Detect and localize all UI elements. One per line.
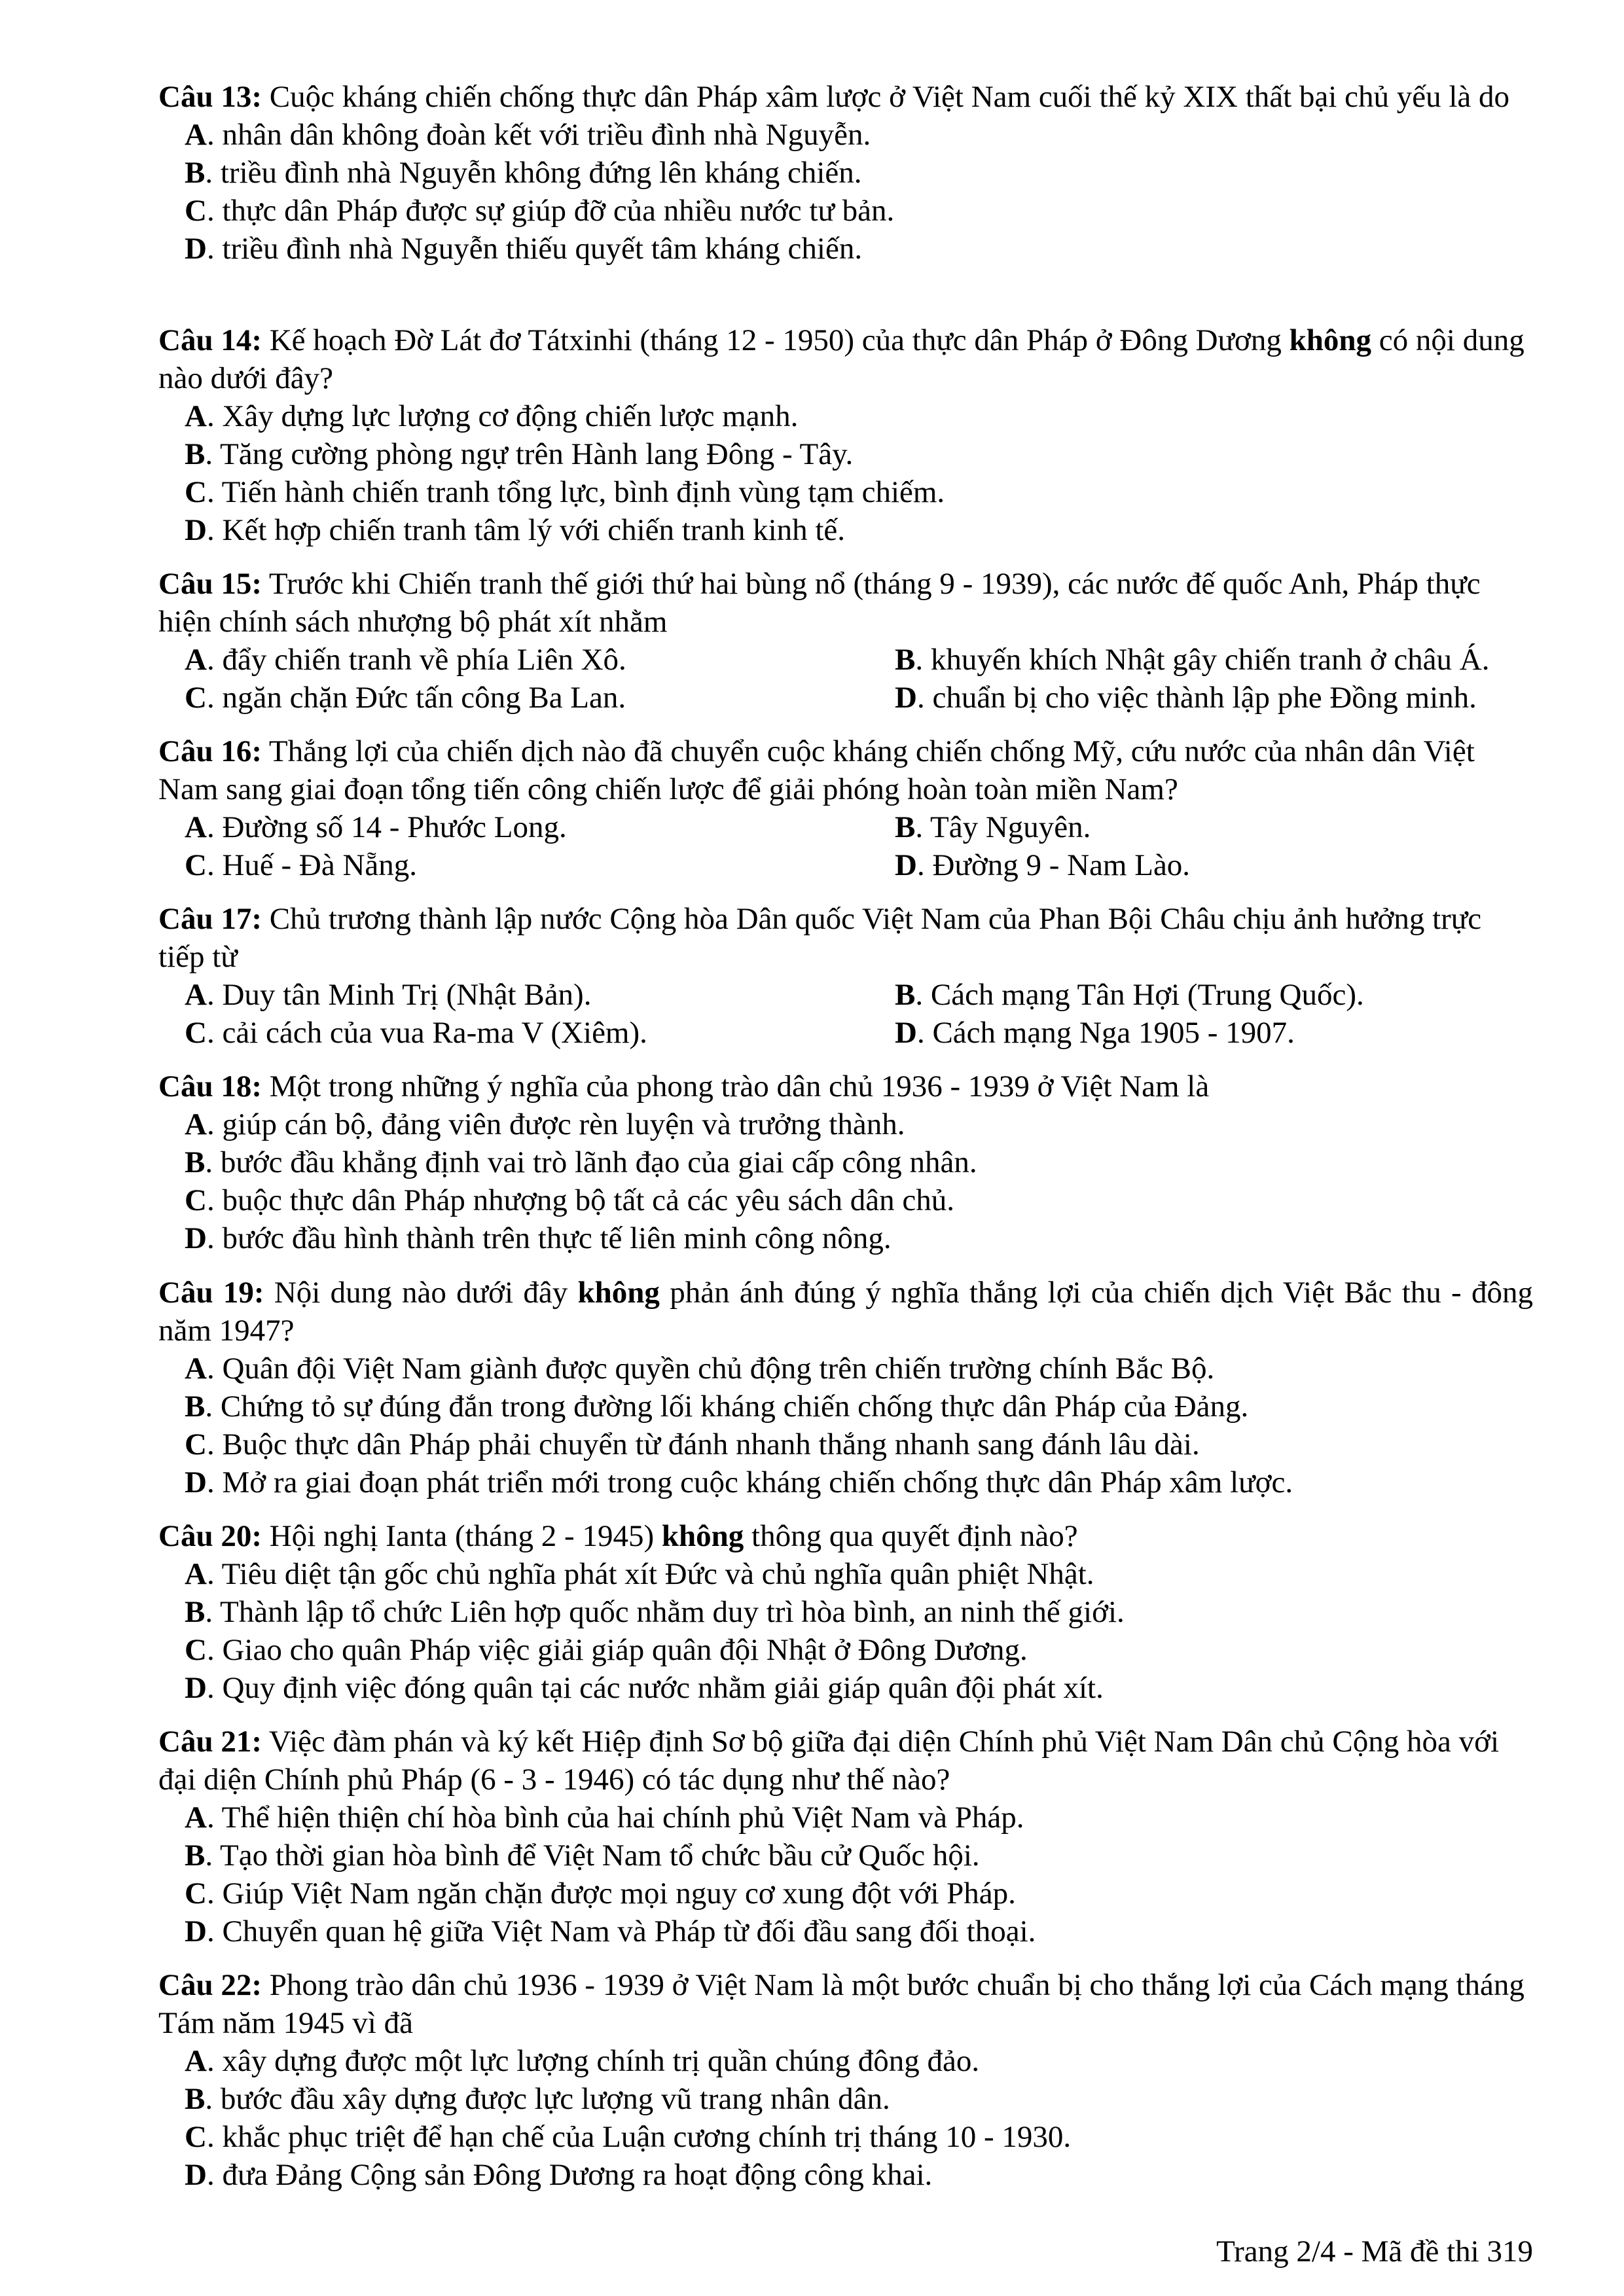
option-b: B. triều đình nhà Nguyễn không đứng lên kháng chiến. — [185, 156, 862, 190]
option-a: A. Duy tân Minh Trị (Nhật Bản). — [185, 978, 592, 1012]
option-d: D. Quy định việc đóng quân tại các nước nhằm giải giáp quân đội phát xít. — [185, 1671, 1104, 1705]
answer-options — [158, 2042, 1533, 2194]
question-stem: Câu 21: Việc đàm phán và ký kết Hiệp định Sơ bộ giữa đại diện Chính phủ Việt Nam Dân chủ Cộng hòa với đại diện Chính phủ Pháp (6 - 3 - 1946) có tác dụng như thế nào? — [158, 1725, 1500, 1797]
option-d: D. chuẩn bị cho việc thành lập phe Đồng minh. — [895, 681, 1477, 715]
option-b: B. bước đầu khẳng định vai trò lãnh đạo của giai cấp công nhân. — [185, 1145, 977, 1179]
option-c: C. thực dân Pháp được sự giúp đỡ của nhiều nước tư bản. — [185, 194, 895, 228]
question-number: Câu 16: — [158, 734, 262, 768]
emphasis-text: không — [661, 1519, 744, 1553]
option-c: C. Buộc thực dân Pháp phải chuyển từ đánh nhanh thắng nhanh sang đánh lâu dài. — [185, 1427, 1200, 1462]
answer-options — [158, 397, 1533, 549]
question-15 — [158, 565, 1533, 717]
option-b: B. Tăng cường phòng ngự trên Hành lang Đông - Tây. — [185, 437, 854, 471]
question-stem: Câu 22: Phong trào dân chủ 1936 - 1939 ở Việt Nam là một bước chuẩn bị cho thắng lợi của Cách mạng tháng Tám năm 1945 vì đã — [158, 1968, 1525, 2040]
option-a: A. Xây dựng lực lượng cơ động chiến lược mạnh. — [185, 399, 799, 433]
option-a: A. giúp cán bộ, đảng viên được rèn luyện và trưởng thành. — [185, 1107, 905, 1141]
question-number: Câu 13: — [158, 80, 262, 114]
option-d: D. bước đầu hình thành trên thực tế liên minh công nông. — [185, 1221, 892, 1255]
answer-options — [158, 1350, 1533, 1501]
answer-options — [158, 976, 1533, 1052]
emphasis-text: không — [1289, 323, 1372, 357]
question-number: Câu 20: — [158, 1519, 262, 1553]
question-14 — [158, 321, 1533, 549]
question-number: Câu 18: — [158, 1069, 262, 1103]
option-c: C. buộc thực dân Pháp nhượng bộ tất cả các yêu sách dân chủ. — [185, 1183, 955, 1217]
option-b: B. Tạo thời gian hòa bình để Việt Nam tổ chức bầu cử Quốc hội. — [185, 1839, 980, 1873]
option-a: A. Quân đội Việt Nam giành được quyền chủ động trên chiến trường chính Bắc Bộ. — [185, 1352, 1215, 1386]
question-stem: Câu 18: Một trong những ý nghĩa của phong trào dân chủ 1936 - 1939 ở Việt Nam là — [158, 1069, 1210, 1103]
question-stem: Câu 14: Kế hoạch Đờ Lát đơ Tátxinhi (tháng 12 - 1950) của thực dân Pháp ở Đông Dương không có nội dung nào dưới đây? — [158, 323, 1525, 395]
option-c: C. ngăn chặn Đức tấn công Ba Lan. — [185, 681, 626, 715]
option-c: C. khắc phục triệt để hạn chế của Luận cương chính trị tháng 10 - 1930. — [185, 2120, 1072, 2154]
question-21 — [158, 1723, 1533, 1950]
question-19 — [158, 1274, 1533, 1501]
question-16 — [158, 732, 1533, 884]
option-a: A. Thể hiện thiện chí hòa bình của hai chính phủ Việt Nam và Pháp. — [185, 1801, 1024, 1835]
option-a: A. Tiêu diệt tận gốc chủ nghĩa phát xít Đức và chủ nghĩa quân phiệt Nhật. — [185, 1557, 1094, 1591]
option-d: D. Mở ra giai đoạn phát triển mới trong cuộc kháng chiến chống thực dân Pháp xâm lược. — [185, 1465, 1293, 1499]
option-b: B. bước đầu xây dựng được lực lượng vũ trang nhân dân. — [185, 2082, 890, 2116]
answer-options — [158, 116, 1533, 268]
option-d: D. Cách mạng Nga 1905 - 1907. — [895, 1016, 1295, 1050]
question-13 — [158, 78, 1533, 268]
option-b: B. khuyến khích Nhật gây chiến tranh ở châu Á. — [895, 643, 1490, 677]
answer-options — [158, 1799, 1533, 1950]
option-c: C. Huế - Đà Nẵng. — [185, 848, 418, 882]
answer-options — [158, 808, 1533, 884]
question-number: Câu 21: — [158, 1725, 262, 1759]
answer-options — [158, 1555, 1533, 1707]
question-number: Câu 17: — [158, 902, 262, 936]
option-c: C. cải cách của vua Ra-ma V (Xiêm). — [185, 1016, 647, 1050]
option-c: C. Giao cho quân Pháp việc giải giáp quân đội Nhật ở Đông Dương. — [185, 1633, 1028, 1667]
answer-options — [158, 641, 1533, 717]
option-d: D. Đường 9 - Nam Lào. — [895, 848, 1191, 882]
option-d: D. Kết hợp chiến tranh tâm lý với chiến tranh kinh tế. — [185, 513, 846, 547]
option-b: B. Cách mạng Tân Hợi (Trung Quốc). — [895, 978, 1364, 1012]
option-a: A. đẩy chiến tranh về phía Liên Xô. — [185, 643, 626, 677]
question-22 — [158, 1966, 1533, 2194]
option-b: B. Tây Nguyên. — [895, 810, 1091, 844]
answer-options — [158, 1105, 1533, 1257]
question-number: Câu 19: — [158, 1276, 264, 1310]
emphasis-text: không — [577, 1276, 660, 1310]
option-a: A. nhân dân không đoàn kết với triều đình nhà Nguyễn. — [185, 118, 871, 152]
page-footer: Trang 2/4 - Mã đề thi 319 — [1216, 2234, 1533, 2269]
question-stem: Câu 16: Thắng lợi của chiến dịch nào đã chuyển cuộc kháng chiến chống Mỹ, cứu nước của nhân dân Việt Nam sang giai đoạn tổng tiến công chiến lược để giải phóng hoàn toàn miền Nam? — [158, 734, 1475, 806]
option-d: D. đưa Đảng Cộng sản Đông Dương ra hoạt động công khai. — [185, 2158, 933, 2192]
question-20 — [158, 1517, 1533, 1707]
question-17 — [158, 900, 1533, 1052]
option-c: C. Tiến hành chiến tranh tổng lực, bình định vùng tạm chiếm. — [185, 475, 945, 509]
option-d: D. Chuyển quan hệ giữa Việt Nam và Pháp từ đối đầu sang đối thoại. — [185, 1914, 1036, 1948]
question-stem: Câu 19: Nội dung nào dưới đây không phản ánh đúng ý nghĩa thắng lợi của chiến dịch Việt Bắc thu - đông năm 1947? — [158, 1276, 1534, 1348]
stem-text: Cuộc kháng chiến chống thực dân Pháp xâm lược ở Việt Nam cuối thế kỷ XIX thất bại chủ yếu là do — [269, 80, 1509, 114]
question-number: Câu 15: — [158, 567, 262, 601]
question-number: Câu 14: — [158, 323, 262, 357]
option-a: A. xây dựng được một lực lượng chính trị quần chúng đông đảo. — [185, 2044, 980, 2078]
option-c: C. Giúp Việt Nam ngăn chặn được mọi nguy cơ xung đột với Pháp. — [185, 1876, 1016, 1910]
question-stem: Câu 20: Hội nghị Ianta (tháng 2 - 1945) không thông qua quyết định nào? — [158, 1519, 1078, 1553]
question-stem: Câu 17: Chủ trương thành lập nước Cộng hòa Dân quốc Việt Nam của Phan Bội Châu chịu ảnh hưởng trực tiếp từ — [158, 902, 1482, 974]
option-b: B. Chứng tỏ sự đúng đắn trong đường lối kháng chiến chống thực dân Pháp của Đảng. — [185, 1390, 1249, 1424]
option-a: A. Đường số 14 - Phước Long. — [185, 810, 567, 844]
question-stem: Câu 15: Trước khi Chiến tranh thế giới thứ hai bùng nổ (tháng 9 - 1939), các nước đế quốc Anh, Pháp thực hiện chính sách nhượng bộ phát xít nhằm — [158, 567, 1481, 639]
option-d: D. triều đình nhà Nguyễn thiếu quyết tâm kháng chiến. — [185, 232, 863, 266]
question-number: Câu 22: — [158, 1968, 262, 2002]
option-b: B. Thành lập tổ chức Liên hợp quốc nhằm duy trì hòa bình, an ninh thế giới. — [185, 1595, 1125, 1629]
question-18 — [158, 1067, 1533, 1257]
question-stem — [158, 78, 1533, 116]
